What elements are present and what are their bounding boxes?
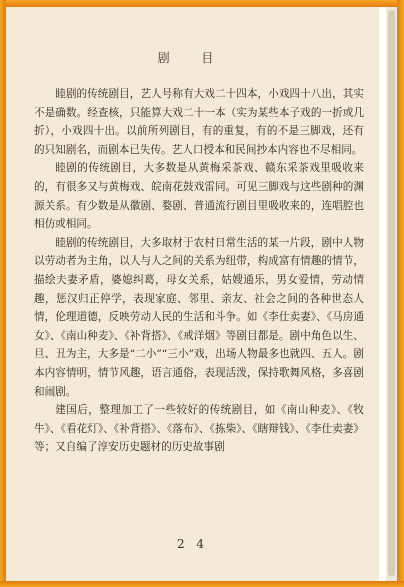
paragraph-1: 睦剧的传统剧目，艺人号称有大戏二十四本，小戏四十八出，其实不是确数。经查核，只能算大戏二十一本（实为某些本子戏的一折或几折），小戏四十出。以前所列剧目，有的重复，有的不是三脚戏，还有的只知剧名，而剧本已失传。艺人口授本和民间抄本内容也不尽相同。: [34, 88, 364, 156]
frame-right-border: [397, 0, 404, 587]
document-page: [6, 7, 379, 581]
scrollbar-thumb[interactable]: [388, 10, 395, 576]
page-title: 剧 目: [157, 51, 228, 65]
frame-bottom-border: [0, 581, 404, 587]
frame-top-border: [0, 0, 404, 7]
page-number: 2 4: [176, 537, 209, 551]
paragraph-3: 睦剧的传统剧目，大多取材于农村日常生活的某一片段，剧中人物以劳动者为主角，以人与人之间的关系为纽带，构成富有情趣的情节，描绘夫妻矛盾，婆媳纠葛，母女关系，姑嫂通乐，男女爱情，劳动情趣，惩汉归正停学，表现家庭、邻里、亲友、社会之间的各种世态人情，伦理道德，反映劳动人民的生活和斗争。如《李仕卖妻》、《马房通女》、《南山种麦》、《补背搭》、《戒洋烟》等剧目都是。剧中角色以生、旦、丑为主，大多是“二小”“三小”戏，出场人物最多也就四、五人。剧本内容情明，情节风趣，语言通俗，表现活泼，保持歌舞风格，多喜剧和闹剧。: [34, 236, 364, 398]
paragraph-2: 睦剧的传统剧目，大多数是从黄梅采茶戏、赣东采茶戏里吸收来的，有很多又与黄梅戏、皖南花鼓戏雷同。可见三脚戏与这些剧种的渊源关系。有少数是从徽剧、婺剧、普通流行剧目里吸收来的，连唱腔也相仿或相同。: [34, 162, 364, 231]
body-text: [34, 85, 364, 457]
paragraph-4: 建国后，整理加工了一些较好的传统剧目，如《南山种麦》、《牧牛》、《看花灯》、《补背搭》、《落布》、《拣柴》、《瞎辩钱》、《李仕卖妻》等；又自编了淳安历史题材的历史故事剧: [34, 404, 364, 454]
